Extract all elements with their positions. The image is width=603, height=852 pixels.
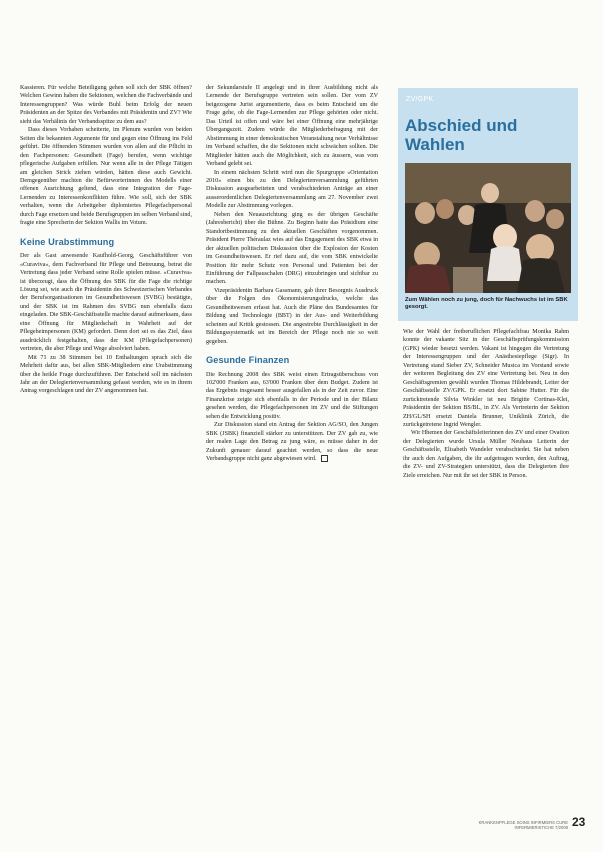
article-headline: Abschied und Wahlen <box>405 116 518 154</box>
subheading-keine-urabstimmung: Keine Urabstimmung <box>20 236 115 247</box>
body-paragraph: Der als Gast anwesende Kaufhold-Georg, Geschäftsführer von «Curaviva», dem Fachverband für Pflege und Betreuung, betrat die Vertretung dass jeder Verband seine Rolle spielen müsse. «Curaviva» ist überzeugt, dass die Öffnung des SBK für die Fage die richtige Lösung sei, wie auch die Präsidentin des Schweizerischen Verbandes der Berufsorganisationen im Gesundheitswesen (SVBG) bestätigte, und der SBK ist im Rahmen des SVBG nun ebenfalls dazu eingeladen. Die SBK-Geschäftsstelle machte darauf aufmerksam, dass eine Öffnung für Mitgliedschaft in Wahrheit auf der Pflegeheimpersonen (KM) gefordert. Denn dort sei es das Ziel, dass ausdrücklich festgehalten, dass der KM (Pflegefachpersonen) vertreten, die aber Pflege und Wege absolviert haben. <box>20 253 192 353</box>
body-paragraph: Kassieren. Für welche Beteiligung gehen soll sich der SBK öffnen? Welchen Gewinn haben die Sektionen, welchen die Fachverbände und Interessengruppen? Was würde Buhl beim Erfolg der neuen Präsidenten an der Spitze des Verbandes mit Präsidentin und ZV? Wie sieht das Verhältnis der Verbandsspitze zu dem aus? <box>20 85 192 125</box>
body-paragraph <box>206 421 378 463</box>
body-paragraph: Wie der Wahl der freiberuflichen Pflegefachfrau Monika Rahm konnte der vakante Sitz in der Geschäftsprüfungskommission (GPK) wieder besetzt werden. Vakant ist hingegen die Vertretung der Interessengruppen und der Anästhesiepflege (Sigr). In Vertretung stand Sieber ZV, Schneider Musica im Vorstand sowie der weiteren Begleitung des ZV eine Vertretung bei. Neu in den Geschäftsgremien gewählt wurden Thomas Hildebrandt, Leiter der Geschäftsstelle ZV/GPK. Er ersetzt dort Sabine Hutter. Für die zurücktretende Silvia Winkler ist neu Brigitte Cortinas-Klei, Präsidentin der Sektion BS/BL, in ZV. Als Vertreterin der Sektion ZH/GL/SH ersetzt Daniela Brunner, Uniklinik Zürich, die zurückgetretene Ingrid Wengler. <box>403 329 569 428</box>
body-paragraph: Mit 71 zu 38 Stimmen bei 10 Enthaltungen sprach sich die Mehrheit dafür aus, bei allen SBK-Mitgliedern eine Urabstimmung über die heikle Frage durchzuführen. Der Entscheid soll im nächsten Jahr an der Delegiertenversammlung gefasst werden, wie es in ihrem Antrag vorgeschlagen und der ZV angenommen hat. <box>20 354 192 395</box>
body-paragraph: In einem nächsten Schritt wird nun die Spurgruppe «Orientation 2010» einen bis zu den Delegiertenversammlung geführten Diskussion ausgearbeiteten und verabschiedeten Anträge an einer ausserordentlichen Delegiertenversammlung am 27. November zwei Modelle zur Abstimmung vorlegen. <box>206 169 378 210</box>
middle-text-column <box>206 84 378 463</box>
subheading-gesunde-finanzen: Gesunde Finanzen <box>206 355 290 366</box>
page-number: 23 <box>572 815 586 829</box>
end-of-article-mark <box>321 455 328 462</box>
body-paragraph: Wir Hhemen der Geschäftsleiterinnen des ZV und einer Ovation der Delegierten wurde Ursula Müller Neuhaus Leiterin der Geschäftsstelle, Elisabeth Wandeler verabschiedet. Sie hat neben ihr auch den Aufgaben, die ihr aufgetragen wurden, den Auftrag, die ZV- und ZV-Strategien unterstützt, dass die Delegierten ihre Ziele erreichen. Nur mit ihr sei der SBK in Person. <box>403 430 569 479</box>
event-photo <box>405 163 571 293</box>
section-kicker: ZV/GPK <box>406 96 434 103</box>
body-paragraph: der Sekundarstufe II angelegt und in ihrer Ausbildung nicht als Lernende der Berufsgruppe vertreten sein sollen. Der vom ZV beigezogene Jurist argumentierte, dass es beim Entscheid um die Frage gehe, ob die Fage-Lernenden zur Pflege gehörten oder nicht. Das Urteil ist offen und wäre bei einer Öffnung eine mehrjährige Übergangszeit. Zudem würde die Mitgliederbefragung mit der Abstimmung in einer demokratischen Veranstaltung neue Verhältnisse im Verband schaffen, die die Sektionen nicht schwächen sollten. Die Mitglieder hätten auch die Möglichkeit, sich zu äussern, was vom Verband gelebt sei. <box>206 85 378 168</box>
body-paragraph: Neben den Neuausrichtung ging es der übrigen Geschäfte (Jahresbericht) über die Bühne. Zu Beginn hatte das Präsidium eine Standortbestimmung zu den aktuellen Geschäften vorgenommen. Präsident Pierre Théraulaz wies auf das Engagement des SBK etwa in der aktuellen politischen Diskussion über die Explosion der Kosten im Gesundheitswesen. Er rief dazu auf, die vom SBK entwickelte Position für mehr Schutz von Personal und Patienten bei der Einführung der Fallpauschalen (DRG) einzubringen und sichtbar zu machen. <box>206 211 378 286</box>
right-text-column <box>403 328 569 480</box>
event-photo-illustration <box>405 163 571 293</box>
body-paragraph: Vizepräsidentin Barbara Gassmann, gab ihrer Besorgnis Ausdruck über die Folgen des Ökonomisierungsdrucks, welche das Gesundheitswesen erfasst hat. Auch die Pläne des Bundesamtes für Bildung und Technologie (BBT) in der Aus- und Weiterbildung scheinen auf Kritik gestossen. Die angestrebte Durchlässigkeit in der Bildungssystematik sei im Bereich der Pflege noch nie so weit gegeben. <box>206 287 378 345</box>
body-paragraph: Dass dieses Vorhaben scheiterte, im Plenum wurden von beiden Seiten die bekannten Argumente für und gegen eine Öffnung ins Feld geführt. Die öffnenden Stimmen wurden von allen auf die Pflicht in den Fachpersonen: Gesundheit (Fage) berufen, wenn wichtige pflegerische Aufgaben erfüllen. Nur wenn alle in der Pflege Tätigen am gleichen Strick ziehen würden, hätten diese auch Gewicht. Demgegenüber machten die Befürworterinnen des Modells einer offenen Ausrichtung geltend, dass eine Integration der Fage-Lernenden zu Interessenkonflikten führe. Wie soll, sich der SBK verhalten, wenn die Arbeitgeber diplomiertes Pflegefachpersonal durch Fage ersetzen und beide Berufsgruppen im selben Verband sind, fragte eine Sprecherin der Sektion Wallis im Votum. <box>20 127 192 227</box>
publication-footer: KRANKENPFLEGE SOINS INFIRMIERS CURE INFERMIERISTICHE 7/2009 <box>478 820 568 830</box>
photo-caption: Zum Wählen noch zu jung, doch für Nachwuchs ist im SBK gesorgt. <box>405 297 568 311</box>
body-paragraph: Die Rechnung 2008 des SBK weist einen Ertragsüberschuss von 102'000 Franken aus, 63'000 Franken über dem Budget. Zudem ist das Ergebnis insgesamt besser ausgefallen als in der Zeit zuvor. Eine Finanzkrise zeigte sich ebenfalls in der Periode und in der Bilanz gesehen werden, die Pflegefachpersonen im ZV und die Stiftungen sehen die Entwicklung positiv. <box>206 371 378 420</box>
left-text-column <box>20 84 192 396</box>
body-paragraph-text: Zur Diskussion stand ein Antrag der Sektion AG/SO, den Jungen SBK (JSBK) finanziell stärker zu unterstützen. Der ZV gab zu, wie der realen Lage den Betrag zu jung wäre, es müsse daher in der Zukunft genauer darauf geachtet werden, so dass die neue Verbandsgruppe nicht ganz abgewiesen wird. <box>206 422 378 463</box>
